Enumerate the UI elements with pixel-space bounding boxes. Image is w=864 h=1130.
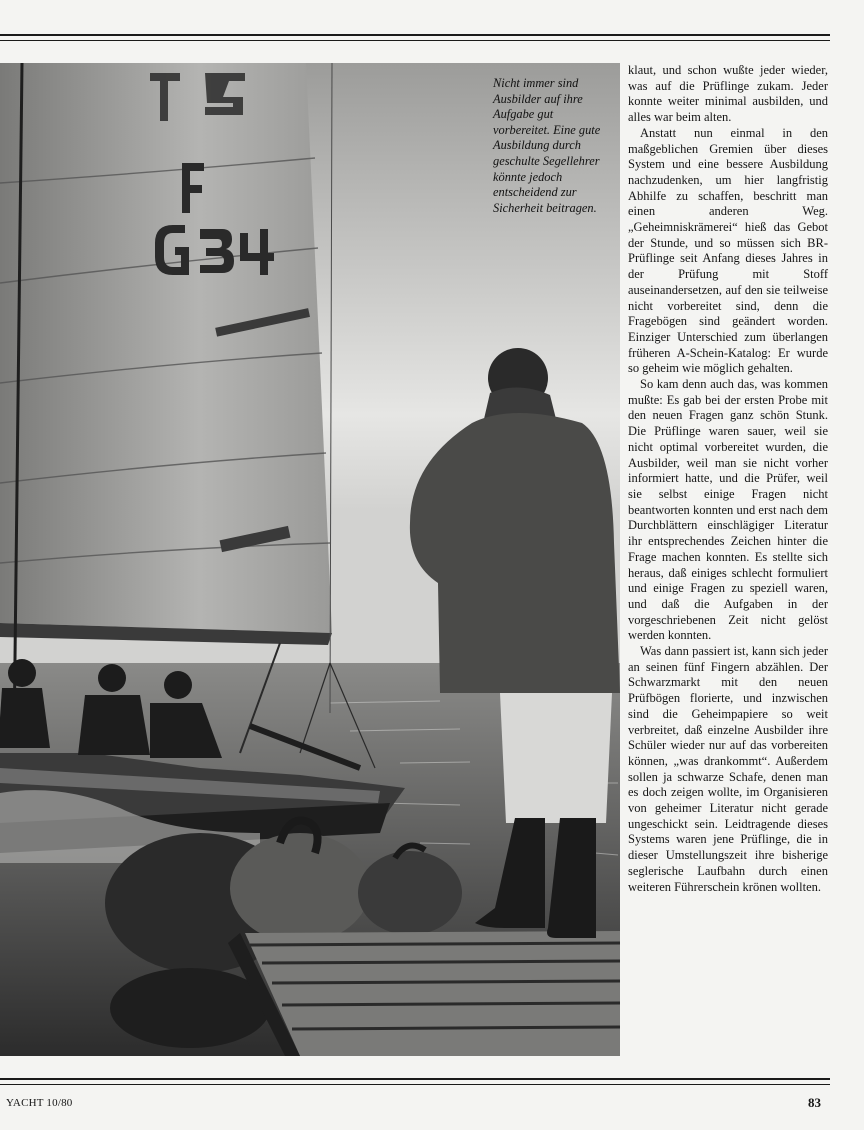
- page-number: 83: [808, 1095, 821, 1110]
- bottom-rule-thin: [0, 1084, 830, 1085]
- publication-footer: YACHT 10/80: [6, 1097, 73, 1109]
- article-column: [628, 63, 828, 895]
- article-paragraph: Was dann passiert ist, kann sich jeder an seinen fünf Fingern abzählen. Der Schwarzmarkt mit den neuen Prüfbögen florierte, und inzwischen sind die Geheimpapiere so weit verbreitet, daß einzelne Ausbilder ihre Schüler wieder nur auf das vorbereiten können, „was drankommt“. Außerdem sollen ja schwarze Schafe, denen man es doch zeigen wollte, im Organisieren von geheimer Literatur nicht gerade ungeschickt sein. Leidtragende dieses Systems waren jene Prüflinge, die in dieser Umstellungszeit ihre bisherige seglerische Laufbahn durch einen weiteren Führerschein krönen wollten.: [628, 644, 828, 894]
- top-rule-thin: [0, 40, 830, 41]
- article-paragraph: Anstatt nun einmal in den maßgeblichen Gremien über dieses System und eine bessere Ausbildung nachzudenken, um hier langfristig Abhilfe zu schaffen, beschritt man einen anderen Weg. „Geheimniskrämerei“ hieß das Gebot der Stunde, und so müssen sich BR-Prüflinge seit Anfang dieses Jahres in der Prüfung mit Stoff auseinandersetzen, auf den sie teilweise nicht vorbereitet sind, denn die Fragebögen sind geändert worden. Einziger Unterschied zum überlangen früheren A-Schein-Katalog: Er wurde so geheim wie möglich gehalten.: [628, 125, 828, 376]
- article-paragraph: klaut, und schon wußte jeder wieder, was auf die Prüflinge zukam. Jeder konnte weiter minimal ausbilden, und alles war beim alten.: [628, 63, 828, 125]
- top-rule: [0, 34, 830, 36]
- bottom-rule: [0, 1078, 830, 1080]
- article-paragraph: So kam denn auch das, was kommen mußte: Es gab bei der ersten Probe mit den neuen Fragen ganz schön Stunk. Die Prüflinge waren sauer, weil sie nicht optimal vorbereitet wurden, die Ausbilder, weil man sie nicht vorher informiert hatte, und die Prüfer, weil sie selbst einige Fragen nicht beantworten konnten und erst nach dem Durchblättern einschlägiger Literatur ihr entsprechendes Zeichen hinter die Frage machen konnten. Es stellte sich heraus, daß einiges schlecht formuliert und einige Fragen zu speziell waren, und daß die Aufgaben in der vorgeschriebenen Zeit nicht gelöst werden konnten.: [628, 377, 828, 643]
- photo-caption: Nicht immer sind Ausbilder auf ihre Aufgabe gut vorbereitet. Eine gute Ausbildung durch geschulte Segellehrer könnte jedoch entscheidend zur Sicherheit beitragen.: [493, 76, 601, 215]
